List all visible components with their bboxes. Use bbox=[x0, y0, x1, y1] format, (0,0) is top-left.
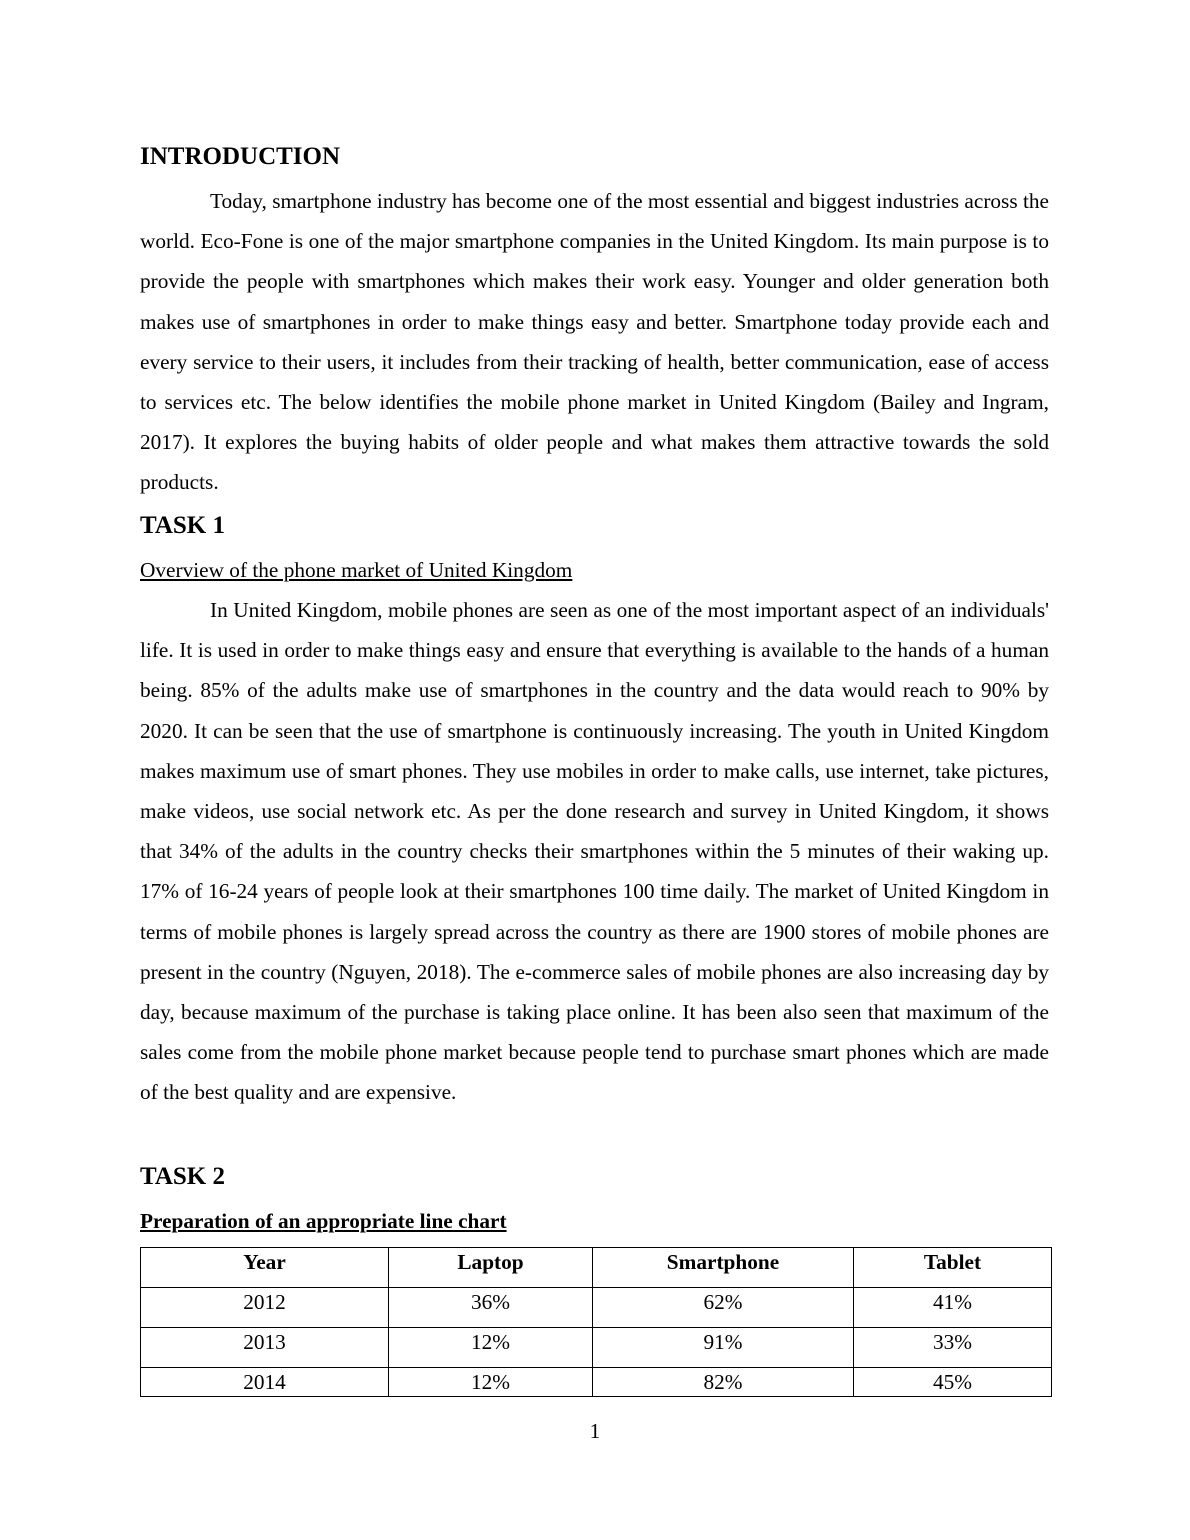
task2-subheading: Preparation of an appropriate line chart bbox=[140, 1209, 507, 1233]
device-usage-table bbox=[140, 1247, 1052, 1397]
table-cell: 2013 bbox=[141, 1328, 389, 1368]
table-row bbox=[141, 1328, 1052, 1368]
table-cell: 36% bbox=[389, 1288, 593, 1328]
table-header-cell: Tablet bbox=[854, 1248, 1052, 1288]
table-header-cell: Smartphone bbox=[593, 1248, 854, 1288]
task1-heading: TASK 1 bbox=[140, 512, 225, 539]
introduction-paragraph: Today, smartphone industry has become one of the most essential and biggest industries across the world. Eco-Fone is one of the major smartphone companies in the United Kingdom. Its main purpose is to provide the people with smartphones which makes their work easy. Younger and older generation both makes use of smartphones in order to make things easy and better. Smartphone today provide each and every service to their users, it includes from their tracking of health, better communication, ease of access to services etc. The below identifies the mobile phone market in United Kingdom (Bailey and Ingram, 2017). It explores the buying habits of older people and what makes them attractive towards the sold products. bbox=[140, 189, 1049, 495]
table-cell: 62% bbox=[593, 1288, 854, 1328]
table-cell: 33% bbox=[854, 1328, 1052, 1368]
table-header-cell: Year bbox=[141, 1248, 389, 1288]
table-cell: 45% bbox=[854, 1368, 1052, 1397]
page-number: 1 bbox=[589, 1419, 601, 1443]
table-cell: 2014 bbox=[141, 1368, 389, 1397]
table-cell: 2012 bbox=[141, 1288, 389, 1328]
table-row bbox=[141, 1368, 1052, 1397]
task2-heading: TASK 2 bbox=[140, 1163, 225, 1190]
table-header-row bbox=[141, 1248, 1052, 1288]
table-cell: 12% bbox=[389, 1368, 593, 1397]
table-cell: 82% bbox=[593, 1368, 854, 1397]
table-cell: 91% bbox=[593, 1328, 854, 1368]
table-header-cell: Laptop bbox=[389, 1248, 593, 1288]
introduction-heading: INTRODUCTION bbox=[140, 143, 341, 170]
task1-subheading: Overview of the phone market of United Kingdom bbox=[140, 558, 573, 582]
table-cell: 41% bbox=[854, 1288, 1052, 1328]
task1-paragraph: In United Kingdom, mobile phones are seen as one of the most important aspect of an individuals' life. It is used in order to make things easy and ensure that everything is available to the hands of a human being. 85% of the adults make use of smartphones in the country and the data would reach to 90% by 2020. It can be seen that the use of smartphone is continuously increasing. The youth in United Kingdom makes maximum use of smart phones. They use mobiles in order to make calls, use internet, take pictures, make videos, use social network etc. As per the done research and survey in United Kingdom, it shows that 34% of the adults in the country checks their smartphones within the 5 minutes of their waking up. 17% of 16-24 years of people look at their smartphones 100 time daily. The market of United Kingdom in terms of mobile phones is largely spread across the country as there are 1900 stores of mobile phones are present in the country (Nguyen, 2018). The e-commerce sales of mobile phones are also increasing day by day, because maximum of the purchase is taking place online. It has been also seen that maximum of the sales come from the mobile phone market because people tend to purchase smart phones which are made of the best quality and are expensive. bbox=[140, 598, 1049, 1105]
table-row bbox=[141, 1288, 1052, 1328]
table-cell: 12% bbox=[389, 1328, 593, 1368]
